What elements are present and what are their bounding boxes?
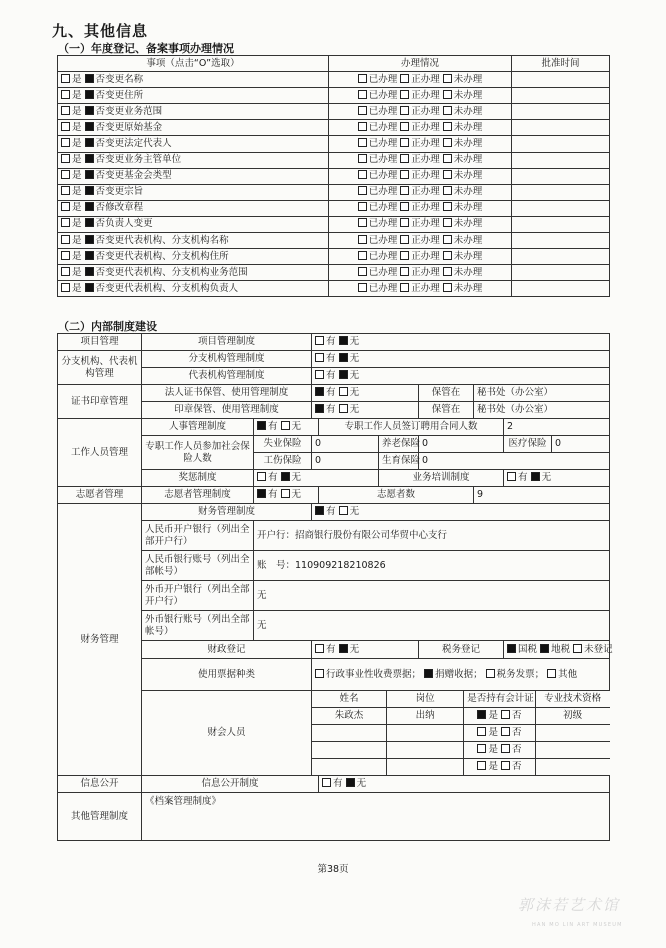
project-mgmt-choice: 有 无 (312, 334, 610, 351)
checkbox-none[interactable] (339, 506, 348, 515)
acc-name (312, 758, 386, 775)
invoice-choice: 行政事业性收费票据； 捐赠收据； 税务发票； 其他 (312, 659, 610, 691)
checkbox-yes[interactable] (477, 710, 486, 719)
checkbox-none[interactable] (339, 644, 348, 653)
volunteer-choice: 有 无 (254, 487, 319, 504)
acc-header: 专业技术资格 (535, 691, 609, 707)
accountant-row (312, 758, 610, 775)
branch-system: 分支机构管理制度 (142, 351, 312, 368)
checkbox-yes[interactable] (477, 761, 486, 770)
row-item: 是 否变更代表机构、分支机构业务范围 (58, 265, 329, 281)
checkbox-no[interactable] (85, 122, 94, 131)
row-item: 是 否变更基金会类型 (58, 168, 329, 184)
row-item: 是 否修改章程 (58, 200, 329, 216)
hr-choice: 有 无 (254, 419, 319, 436)
checkbox-have[interactable] (315, 404, 324, 413)
checkbox-yes[interactable] (61, 122, 70, 131)
header-status: 办理情况 (329, 56, 512, 72)
museum-watermark-sub: HAN MO LIN ART MUSEUM (532, 922, 623, 928)
checkbox-in-progress[interactable] (400, 122, 409, 131)
row-approval-time (512, 265, 610, 281)
checkbox-not-done[interactable] (443, 235, 452, 244)
acc-title: 初级 (535, 707, 609, 724)
seal-system: 印章保管、使用管理制度 (142, 402, 312, 419)
checkbox-no[interactable] (85, 267, 94, 276)
contract-value: 2 (504, 419, 610, 436)
injury-label: 工伤保险 (254, 453, 312, 470)
row-approval-time (512, 152, 610, 168)
checkbox-no[interactable] (501, 744, 510, 753)
branch-mgmt-label: 分支机构、代表机构管理 (58, 351, 142, 385)
row-approval-time (512, 104, 610, 120)
row-status: 已办理 正办理 未办理 (329, 168, 512, 184)
registration-row (58, 200, 610, 216)
row-status: 已办理 正办理 未办理 (329, 88, 512, 104)
acc-name: 朱政杰 (312, 707, 386, 724)
checkbox-none[interactable] (339, 370, 348, 379)
row-approval-time (512, 233, 610, 249)
acc-post (386, 758, 463, 775)
checkbox-have[interactable] (315, 370, 324, 379)
checkbox-local-tax[interactable] (540, 644, 549, 653)
header-approval-time: 批准时间 (512, 56, 610, 72)
acc-post: 出纳 (386, 707, 463, 724)
checkbox-in-progress[interactable] (400, 90, 409, 99)
checkbox-done[interactable] (358, 154, 367, 163)
row-approval-time (512, 216, 610, 232)
checkbox-have[interactable] (507, 472, 516, 481)
checkbox-done[interactable] (358, 283, 367, 292)
registration-row (58, 72, 610, 88)
checkbox-not-done[interactable] (443, 74, 452, 83)
checkbox-none[interactable] (339, 336, 348, 345)
row-item: 是 否变更代表机构、分支机构名称 (58, 233, 329, 249)
checkbox-yes[interactable] (477, 727, 486, 736)
finance-system: 财务管理制度 (142, 504, 312, 521)
keeper-label: 保管在 (419, 402, 474, 419)
checkbox-not-done[interactable] (443, 138, 452, 147)
row-approval-time (512, 249, 610, 265)
row-item: 是 否变更业务主管单位 (58, 152, 329, 168)
acc-title (535, 724, 609, 741)
row-item: 是 否负责人变更 (58, 216, 329, 232)
row-status: 已办理 正办理 未办理 (329, 281, 512, 297)
checkbox-yes[interactable] (61, 218, 70, 227)
row-approval-time (512, 88, 610, 104)
row-status: 已办理 正办理 未办理 (329, 216, 512, 232)
checkbox-not-done[interactable] (443, 90, 452, 99)
fiscal-reg-choice: 有 无 (312, 641, 419, 659)
row-item: 是 否变更法定代表人 (58, 136, 329, 152)
row-approval-time (512, 120, 610, 136)
row-approval-time (512, 184, 610, 200)
accountant-row (312, 724, 610, 741)
row-item: 是 否变更名称 (58, 72, 329, 88)
acc-header: 是否持有会计证 (464, 691, 535, 707)
checkbox-no[interactable] (85, 283, 94, 292)
registration-table (57, 55, 610, 297)
fiscal-reg-label: 财政登记 (142, 641, 312, 659)
volunteer-mgmt-label: 志愿者管理 (58, 487, 142, 504)
part1-title: （一）年度登记、备案事项办理情况 (58, 42, 234, 55)
checkbox-done[interactable] (358, 251, 367, 260)
checkbox-yes[interactable] (477, 744, 486, 753)
checkbox-yes[interactable] (61, 186, 70, 195)
section-title: 九、其他信息 (52, 22, 149, 40)
part2-title: （二）内部制度建设 (58, 320, 157, 333)
fx-bank-value: 无 (254, 581, 610, 611)
checkbox-yes[interactable] (61, 90, 70, 99)
finance-mgmt-label: 财务管理 (58, 504, 142, 776)
registration-row (58, 265, 610, 281)
checkbox-done[interactable] (358, 138, 367, 147)
registration-row (58, 249, 610, 265)
medical-label: 医疗保险 (504, 436, 552, 453)
row-item: 是 否变更代表机构、分支机构负责人 (58, 281, 329, 297)
hr-system: 人事管理制度 (142, 419, 254, 436)
project-mgmt-label: 项目管理 (58, 334, 142, 351)
registration-row (58, 281, 610, 297)
checkbox-done[interactable] (358, 235, 367, 244)
staff-mgmt-label: 工作人员管理 (58, 419, 142, 487)
checkbox-no[interactable] (85, 218, 94, 227)
registration-row (58, 152, 610, 168)
checkbox-none[interactable] (346, 778, 355, 787)
rmb-bank-label: 人民币开户银行（列出全部开户行） (142, 521, 254, 551)
checkbox-yes[interactable] (61, 138, 70, 147)
checkbox-not-done[interactable] (443, 170, 452, 179)
pension-label: 养老保险 (379, 436, 419, 453)
accountant-row (312, 707, 610, 724)
checkbox-in-progress[interactable] (400, 283, 409, 292)
checkbox-in-progress[interactable] (400, 267, 409, 276)
checkbox-no[interactable] (501, 710, 510, 719)
checkbox-in-progress[interactable] (400, 138, 409, 147)
keeper-label: 保管在 (419, 385, 474, 402)
internal-system-table (57, 333, 613, 841)
row-item: 是 否变更原始基金 (58, 120, 329, 136)
checkbox-done[interactable] (358, 106, 367, 115)
row-status: 已办理 正办理 未办理 (329, 249, 512, 265)
checkbox-done[interactable] (358, 90, 367, 99)
checkbox-tax-invoice[interactable] (486, 669, 495, 678)
registration-row (58, 136, 610, 152)
row-status: 已办理 正办理 未办理 (329, 72, 512, 88)
row-item: 是 否变更宗旨 (58, 184, 329, 200)
row-item: 是 否变更住所 (58, 88, 329, 104)
certificate-keeper: 秘书处（办公室） (474, 385, 610, 402)
fx-account-value: 无 (254, 611, 610, 641)
checkbox-done[interactable] (358, 202, 367, 211)
checkbox-none[interactable] (339, 353, 348, 362)
project-mgmt-system: 项目管理制度 (142, 334, 312, 351)
registration-row (58, 233, 610, 249)
checkbox-none[interactable] (339, 387, 348, 396)
disclosure-label: 信息公开 (58, 776, 142, 793)
checkbox-done[interactable] (358, 267, 367, 276)
checkbox-have[interactable] (257, 472, 266, 481)
checkbox-no[interactable] (85, 186, 94, 195)
checkbox-no[interactable] (85, 106, 94, 115)
acc-certificate: 是 否 (464, 707, 535, 724)
checkbox-in-progress[interactable] (400, 154, 409, 163)
maternity-value: 0 (419, 453, 610, 470)
checkbox-none[interactable] (281, 472, 290, 481)
header-item: 事项（点击“O”选取） (58, 56, 329, 72)
volunteer-count-label: 志愿者数 (319, 487, 474, 504)
row-approval-time (512, 200, 610, 216)
other-systems-label: 其他管理制度 (58, 793, 142, 841)
acc-title (535, 741, 609, 758)
row-status: 已办理 正办理 未办理 (329, 104, 512, 120)
volunteer-count: 9 (474, 487, 610, 504)
checkbox-in-progress[interactable] (400, 202, 409, 211)
disclosure-choice: 有 无 (319, 776, 610, 793)
row-item: 是 否变更代表机构、分支机构住所 (58, 249, 329, 265)
page-number: 第38页 (317, 864, 349, 875)
checkbox-none[interactable] (281, 489, 290, 498)
checkbox-no[interactable] (85, 90, 94, 99)
injury-value: 0 (312, 453, 379, 470)
checkbox-national-tax[interactable] (507, 644, 516, 653)
registration-row (58, 184, 610, 200)
registration-row (58, 88, 610, 104)
certificate-choice: 有 无 (312, 385, 419, 402)
checkbox-admin-fee-receipt[interactable] (315, 669, 324, 678)
rmb-account-value: 账 号：110909218210826 (254, 551, 610, 581)
acc-name (312, 741, 386, 758)
checkbox-no[interactable] (85, 138, 94, 147)
checkbox-have[interactable] (315, 506, 324, 515)
checkbox-no[interactable] (501, 761, 510, 770)
pension-value: 0 (419, 436, 504, 453)
acc-certificate: 是 否 (464, 741, 535, 758)
unemployment-label: 失业保险 (254, 436, 312, 453)
acc-certificate: 是 否 (464, 758, 535, 775)
checkbox-in-progress[interactable] (400, 186, 409, 195)
checkbox-none[interactable] (531, 472, 540, 481)
checkbox-done[interactable] (358, 170, 367, 179)
reward-system: 奖惩制度 (142, 470, 254, 487)
checkbox-have[interactable] (315, 353, 324, 362)
row-status: 已办理 正办理 未办理 (329, 136, 512, 152)
checkbox-in-progress[interactable] (400, 74, 409, 83)
seal-choice: 有 无 (312, 402, 419, 419)
checkbox-not-done[interactable] (443, 122, 452, 131)
checkbox-none[interactable] (281, 421, 290, 430)
branch-choice: 有 无 (312, 351, 610, 368)
fx-account-label: 外币银行账号（列出全部帐号） (142, 611, 254, 641)
acc-header: 姓名 (312, 691, 386, 707)
checkbox-yes[interactable] (61, 170, 70, 179)
row-approval-time (512, 168, 610, 184)
row-status: 已办理 正办理 未办理 (329, 233, 512, 249)
row-status: 已办理 正办理 未办理 (329, 152, 512, 168)
checkbox-in-progress[interactable] (400, 170, 409, 179)
medical-value: 0 (552, 436, 610, 453)
seal-mgmt-label: 证书印章管理 (58, 385, 142, 419)
finance-choice: 有 无 (312, 504, 610, 521)
registration-row (58, 216, 610, 232)
fx-bank-label: 外币开户银行（列出全部开户行） (142, 581, 254, 611)
insured-label: 专职工作人员参加社会保险人数 (142, 436, 254, 470)
checkbox-no[interactable] (501, 727, 510, 736)
acc-post (386, 724, 463, 741)
row-approval-time (512, 281, 610, 297)
checkbox-done[interactable] (358, 74, 367, 83)
maternity-label: 生育保险 (379, 453, 419, 470)
row-status: 已办理 正办理 未办理 (329, 184, 512, 200)
checkbox-have[interactable] (315, 644, 324, 653)
checkbox-yes[interactable] (61, 267, 70, 276)
checkbox-have[interactable] (322, 778, 331, 787)
row-status: 已办理 正办理 未办理 (329, 265, 512, 281)
checkbox-not-done[interactable] (443, 283, 452, 292)
checkbox-done[interactable] (358, 218, 367, 227)
checkbox-not-done[interactable] (443, 106, 452, 115)
checkbox-in-progress[interactable] (400, 235, 409, 244)
checkbox-done[interactable] (358, 186, 367, 195)
tax-reg-label: 税务登记 (419, 641, 504, 659)
disclosure-system: 信息公开制度 (142, 776, 319, 793)
reward-choice: 有 无 (254, 470, 379, 487)
checkbox-have[interactable] (257, 421, 266, 430)
checkbox-in-progress[interactable] (400, 251, 409, 260)
checkbox-unregistered[interactable] (573, 644, 582, 653)
registration-row (58, 104, 610, 120)
checkbox-no[interactable] (85, 202, 94, 211)
checkbox-no[interactable] (85, 154, 94, 163)
unemployment-value: 0 (312, 436, 379, 453)
checkbox-no[interactable] (85, 74, 94, 83)
row-approval-time (512, 136, 610, 152)
checkbox-no[interactable] (85, 170, 94, 179)
checkbox-yes[interactable] (61, 74, 70, 83)
checkbox-in-progress[interactable] (400, 218, 409, 227)
checkbox-not-done[interactable] (443, 218, 452, 227)
checkbox-none[interactable] (339, 404, 348, 413)
checkbox-not-done[interactable] (443, 186, 452, 195)
checkbox-donation-receipt[interactable] (424, 669, 433, 678)
invoice-label: 使用票据种类 (142, 659, 312, 691)
checkbox-yes[interactable] (61, 251, 70, 260)
checkbox-have[interactable] (315, 387, 324, 396)
row-approval-time (512, 72, 610, 88)
training-choice: 有 无 (504, 470, 610, 487)
checkbox-yes[interactable] (61, 202, 70, 211)
checkbox-yes[interactable] (61, 283, 70, 292)
accountants-table (312, 691, 610, 775)
certificate-system: 法人证书保管、使用管理制度 (142, 385, 312, 402)
checkbox-yes[interactable] (61, 106, 70, 115)
other-systems-value: 《档案管理制度》 (142, 793, 610, 841)
accountant-row (312, 741, 610, 758)
checkbox-not-done[interactable] (443, 202, 452, 211)
checkbox-in-progress[interactable] (400, 106, 409, 115)
seal-keeper: 秘书处（办公室） (474, 402, 610, 419)
checkbox-not-done[interactable] (443, 267, 452, 276)
checkbox-not-done[interactable] (443, 251, 452, 260)
training-system: 业务培训制度 (379, 470, 504, 487)
museum-watermark: 郭沫若艺术馆 (518, 896, 621, 914)
contract-label: 专职工作人员签订聘用合同人数 (319, 419, 504, 436)
row-status: 已办理 正办理 未办理 (329, 120, 512, 136)
checkbox-have[interactable] (257, 489, 266, 498)
registration-row (58, 120, 610, 136)
rmb-account-label: 人民币银行账号（列出全部帐号） (142, 551, 254, 581)
checkbox-no[interactable] (85, 251, 94, 260)
row-status: 已办理 正办理 未办理 (329, 200, 512, 216)
checkbox-not-done[interactable] (443, 154, 452, 163)
checkbox-no[interactable] (85, 235, 94, 244)
rmb-bank-value: 开户行：招商银行股份有限公司华贸中心支行 (254, 521, 610, 551)
row-item: 是 否变更业务范围 (58, 104, 329, 120)
tax-reg-choice: 国税 地税 未登记 (504, 641, 610, 659)
rep-office-system: 代表机构管理制度 (142, 368, 312, 385)
checkbox-yes[interactable] (61, 235, 70, 244)
checkbox-done[interactable] (358, 122, 367, 131)
volunteer-system: 志愿者管理制度 (142, 487, 254, 504)
acc-title (535, 758, 609, 775)
acc-certificate: 是 否 (464, 724, 535, 741)
acc-post (386, 741, 463, 758)
checkbox-have[interactable] (315, 336, 324, 345)
acc-name (312, 724, 386, 741)
accounting-label: 财会人员 (142, 691, 312, 776)
checkbox-yes[interactable] (61, 154, 70, 163)
checkbox-other[interactable] (547, 669, 556, 678)
acc-header: 岗位 (386, 691, 463, 707)
rep-office-choice: 有 无 (312, 368, 610, 385)
registration-row (58, 168, 610, 184)
